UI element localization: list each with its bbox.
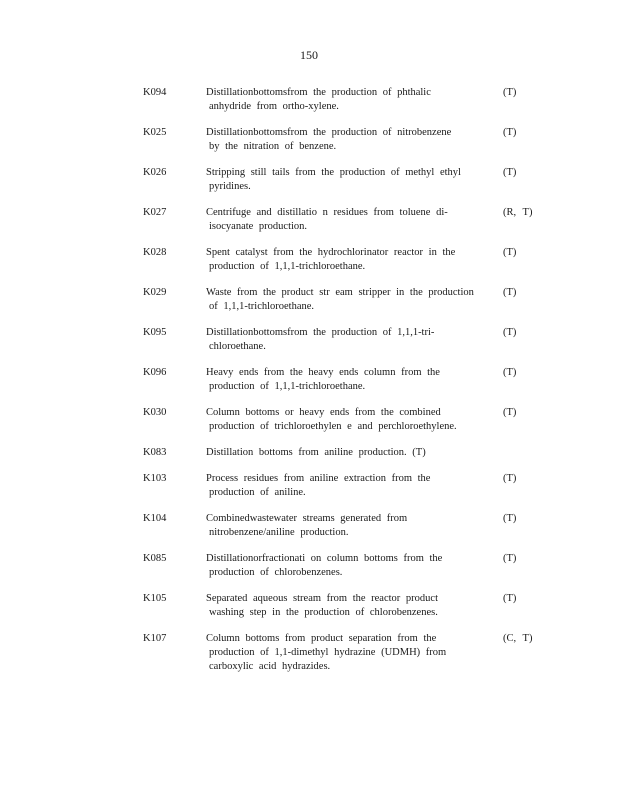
waste-description <box>206 246 478 274</box>
hazard-code: (T) <box>503 127 517 138</box>
waste-code: K096 <box>143 367 167 378</box>
waste-code: K025 <box>143 127 167 138</box>
waste-entry <box>0 592 618 620</box>
hazard-code: (T) <box>503 593 517 604</box>
waste-code: K105 <box>143 593 167 604</box>
description-line: production of trichloroethylen e and perchloroethylene. <box>209 421 457 432</box>
description-line: production of chlorobenzenes. <box>209 567 343 578</box>
description-line: Column bottoms or heavy ends from the combined <box>206 407 441 418</box>
hazard-code: (T) <box>503 553 517 564</box>
waste-entry <box>0 406 618 434</box>
waste-entry <box>0 246 618 274</box>
hazard-code: (T) <box>503 247 517 258</box>
waste-entry <box>0 366 618 394</box>
waste-description <box>206 166 478 194</box>
hazard-code: (T) <box>503 327 517 338</box>
description-line: washing step in the production of chlorobenzenes. <box>209 607 438 618</box>
description-line: Distillationbottomsfrom the production of phthalic <box>206 87 431 98</box>
description-line: Distillationbottomsfrom the production of nitrobenzene <box>206 127 452 138</box>
waste-description <box>206 592 478 620</box>
waste-entry <box>0 166 618 194</box>
waste-description <box>206 446 478 460</box>
description-line: isocyanate production. <box>209 221 308 232</box>
waste-description <box>206 286 478 314</box>
description-line: Waste from the product str eam stripper in the production <box>206 287 474 298</box>
description-line: Spent catalyst from the hydrochlorinator reactor in the <box>206 247 456 258</box>
description-line: Distillationorfractionati on column bottoms from the <box>206 553 443 564</box>
waste-entry <box>0 126 618 154</box>
description-line: production of 1,1,1-trichloroethane. <box>209 261 366 272</box>
hazard-code: (T) <box>503 473 517 484</box>
waste-code-list <box>0 86 618 686</box>
waste-code: K083 <box>143 447 167 458</box>
waste-code: K107 <box>143 633 167 644</box>
waste-entry <box>0 326 618 354</box>
waste-code: K103 <box>143 473 167 484</box>
description-line: Column bottoms from product separation from the <box>206 633 437 644</box>
description-line: Distillationbottomsfrom the production of 1,1,1-tri- <box>206 327 435 338</box>
description-line: production of 1,1-dimethyl hydrazine (UDMH) from <box>209 647 447 658</box>
waste-description <box>206 472 478 500</box>
description-line: production of aniline. <box>209 487 306 498</box>
description-line: pyridines. <box>209 181 251 192</box>
waste-entry <box>0 472 618 500</box>
waste-description <box>206 206 478 234</box>
hazard-code: (R, T) <box>503 207 533 218</box>
waste-description <box>206 632 478 674</box>
waste-code: K029 <box>143 287 167 298</box>
description-line: Stripping still tails from the production of methyl ethyl <box>206 167 461 178</box>
hazard-code: (T) <box>503 513 517 524</box>
description-line: of 1,1,1-trichloroethane. <box>209 301 315 312</box>
waste-description <box>206 552 478 580</box>
waste-description <box>206 512 478 540</box>
waste-entry <box>0 206 618 234</box>
waste-entry <box>0 632 618 674</box>
waste-code: K085 <box>143 553 167 564</box>
description-line: Centrifuge and distillatio n residues from toluene di- <box>206 207 448 218</box>
waste-description <box>206 86 478 114</box>
waste-description <box>206 326 478 354</box>
waste-code: K030 <box>143 407 167 418</box>
page-number: 150 <box>300 48 318 62</box>
description-line: chloroethane. <box>209 341 266 352</box>
description-line: by the nitration of benzene. <box>209 141 337 152</box>
description-line: production of 1,1,1-trichloroethane. <box>209 381 366 392</box>
description-line: Separated aqueous stream from the reactor product <box>206 593 438 604</box>
waste-description <box>206 406 478 434</box>
description-line: Process residues from aniline extraction from the <box>206 473 431 484</box>
description-line: anhydride from ortho-xylene. <box>209 101 339 112</box>
waste-code: K094 <box>143 87 167 98</box>
waste-entry <box>0 286 618 314</box>
description-line: Heavy ends from the heavy ends column from the <box>206 367 440 378</box>
waste-description <box>206 366 478 394</box>
hazard-code: (C, T) <box>503 633 533 644</box>
hazard-code: (T) <box>503 287 517 298</box>
description-line: carboxylic acid hydrazides. <box>209 661 331 672</box>
hazard-code: (T) <box>503 407 517 418</box>
waste-entry <box>0 512 618 540</box>
waste-description <box>206 126 478 154</box>
waste-code: K027 <box>143 207 167 218</box>
waste-entry <box>0 86 618 114</box>
waste-code: K028 <box>143 247 167 258</box>
description-line: Distillation bottoms from aniline production. (T) <box>206 447 426 458</box>
waste-entry <box>0 446 618 460</box>
description-line: Combinedwastewater streams generated from <box>206 513 408 524</box>
hazard-code: (T) <box>503 367 517 378</box>
hazard-code: (T) <box>503 87 517 98</box>
description-line: nitrobenzene/aniline production. <box>209 527 349 538</box>
waste-code: K026 <box>143 167 167 178</box>
waste-code: K095 <box>143 327 167 338</box>
waste-code: K104 <box>143 513 167 524</box>
hazard-code: (T) <box>503 167 517 178</box>
waste-entry <box>0 552 618 580</box>
